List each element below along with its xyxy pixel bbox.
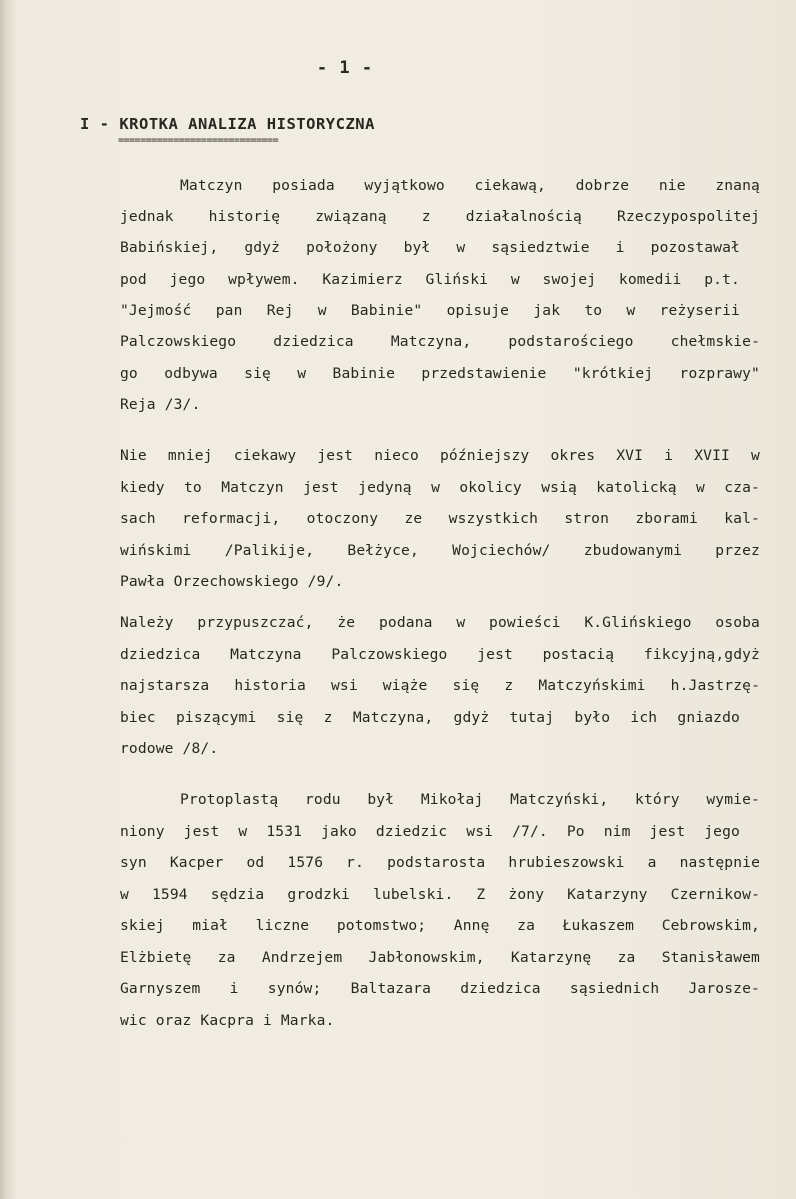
- text-line: kiedy to Matczyn jest jedyną w okolicy wsią katolicką w cza-: [120, 479, 760, 496]
- text-line: niony jest w 1531 jako dziedzic wsi /7/. Po nim jest jego: [120, 823, 740, 840]
- text-line: skiej miał liczne potomstwo; Annę za Łukaszem Cebrowskim,: [120, 917, 760, 934]
- text-line: wic oraz Kacpra i Marka.: [120, 1012, 335, 1029]
- text-line: sach reformacji, otoczony ze wszystkich stron zborami kal-: [120, 510, 760, 527]
- text-line: Reja /3/.: [120, 396, 201, 413]
- text-line: Pawła Orzechowskiego /9/.: [120, 573, 344, 590]
- text-line: biec piszącymi się z Matczyna, gdyż tutaj było ich gniazdo: [120, 709, 740, 726]
- text-line: pod jego wpływem. Kazimierz Gliński w swojej komedii p.t.: [120, 271, 740, 288]
- text-line: Elżbietę za Andrzejem Jabłonowskim, Katarzynę za Stanisławem: [120, 949, 760, 966]
- section-heading: I - KROTKA ANALIZA HISTORYCZNA: [80, 115, 375, 133]
- text-line: Nie mniej ciekawy jest nieco późniejszy okres XVI i XVII w: [120, 447, 760, 464]
- text-line: Babińskiej, gdyż położony był w sąsiedztwie i pozostawał: [120, 239, 740, 256]
- text-line: Garnyszem i synów; Baltazara dziedzica sąsiednich Jarosze-: [120, 980, 760, 997]
- heading-underline: =============================: [118, 135, 279, 146]
- text-line: rodowe /8/.: [120, 740, 219, 757]
- text-line: dziedzica Matczyna Palczowskiego jest postacią fikcyjną,gdyż: [120, 646, 760, 663]
- text-line: Należy przypuszczać, że podana w powieści K.Glińskiego osoba: [120, 614, 760, 631]
- text-line: wińskimi /Palikije, Bełżyce, Wojciechów/ zbudowanymi przez: [120, 542, 760, 559]
- text-line: go odbywa się w Babinie przedstawienie "krótkiej rozprawy": [120, 365, 760, 382]
- text-line: "Jejmość pan Rej w Babinie" opisuje jak to w reżyserii: [120, 302, 740, 319]
- text-line: Palczowskiego dziedzica Matczyna, podstarościego chełmskie-: [120, 333, 760, 350]
- page-number: - 1 -: [316, 58, 374, 78]
- text-line: najstarsza historia wsi wiąże się z Matczyńskimi h.Jastrzę-: [120, 677, 760, 694]
- text-line: syn Kacper od 1576 r. podstarosta hrubieszowski a następnie: [120, 854, 760, 871]
- text-line: Matczyn posiada wyjątkowo ciekawą, dobrze nie znaną: [180, 177, 760, 194]
- text-line: Protoplastą rodu był Mikołaj Matczyński, który wymie-: [180, 791, 760, 808]
- text-line: w 1594 sędzia grodzki lubelski. Z żony Katarzyny Czernikow-: [120, 886, 760, 903]
- text-line: jednak historię związaną z działalnością Rzeczypospolitej: [120, 208, 760, 225]
